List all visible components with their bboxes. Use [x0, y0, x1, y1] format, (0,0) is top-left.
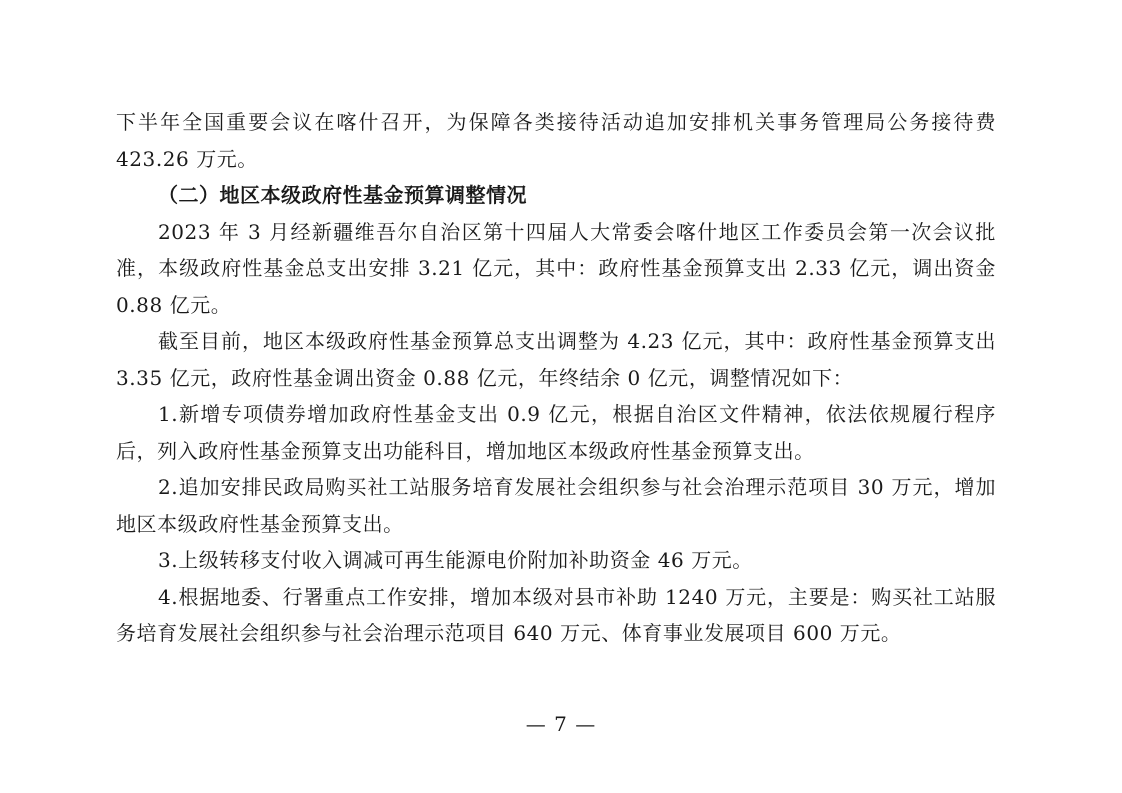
list-item-4: 4.根据地委、行署重点工作安排，增加本级对县市补助 1240 万元，主要是：购买社工站服务培育发展社会组织参与社会治理示范项目 640 万元、体育事业发展项目 600 万元。 [116, 584, 996, 645]
paragraph-budget-adjustment: 截至目前，地区本级政府性基金预算总支出调整为 4.23 亿元，其中：政府性基金预算支出 3.35 亿元，政府性基金调出资金 0.88 亿元，年终结余 0 亿元，调整情况如下： [116, 329, 996, 390]
list-item-2: 2.追加安排民政局购买社工站服务培育发展社会组织参与社会治理示范项目 30 万元，增加地区本级政府性基金预算支出。 [116, 475, 996, 536]
page-number: — 7 — [525, 712, 597, 736]
list-item-1: 1.新增专项债券增加政府性基金支出 0.9 亿元，根据自治区文件精神，依法依规履行程序后，列入政府性基金预算支出功能科目，增加地区本级政府性基金预算支出。 [116, 402, 996, 463]
section-heading: （二）地区本级政府性基金预算调整情况 [158, 183, 527, 207]
paragraph-budget-approval: 2023 年 3 月经新疆维吾尔自治区第十四届人大常委会喀什地区工作委员会第一次会议批准，本级政府性基金总支出安排 3.21 亿元，其中：政府性基金预算支出 2.33 亿元，调出资金 0.88 亿元。 [116, 219, 996, 317]
document-body [116, 104, 996, 652]
paragraph-continuation: 下半年全国重要会议在喀什召开，为保障各类接待活动追加安排机关事务管理局公务接待费423.26 万元。 [116, 110, 996, 171]
list-item-3: 3.上级转移支付收入调减可再生能源电价附加补助资金 46 万元。 [158, 548, 753, 572]
